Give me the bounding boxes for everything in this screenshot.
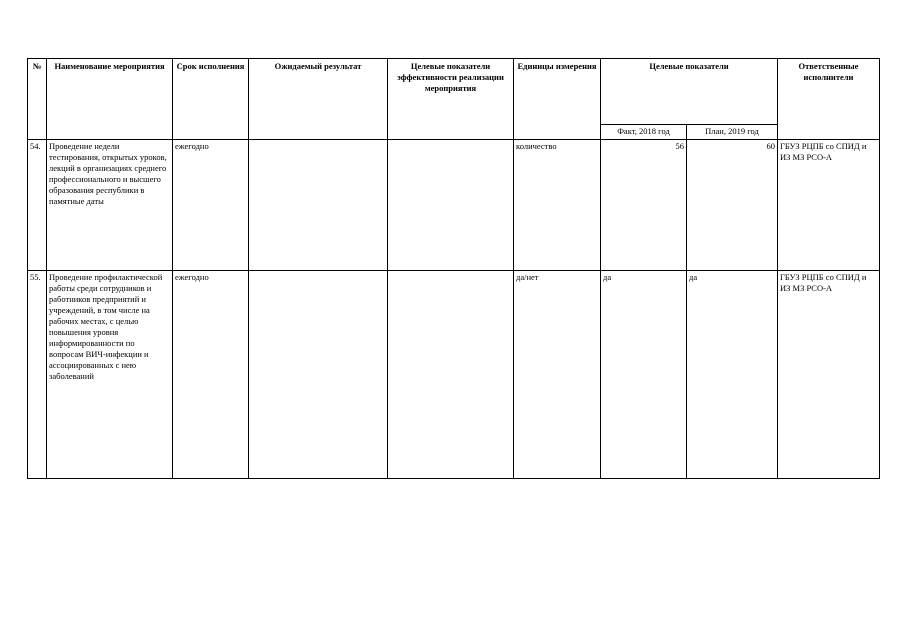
table-row [28, 140, 880, 271]
header-result: Ожидаемый результат [249, 59, 388, 140]
table-row [28, 271, 880, 479]
row-name: Проведение недели тестирования, открытых уроков, лекций в организациях среднего профессионального и высшего образования республики в памятные даты [47, 140, 173, 271]
row-result [249, 271, 388, 479]
header-responsible: Ответственные исполнители [778, 59, 880, 140]
header-term: Срок исполнения [173, 59, 249, 140]
row-indicators [388, 271, 514, 479]
header-plan: План, 2019 год [687, 125, 778, 140]
row-units: количество [514, 140, 601, 271]
header-fact: Факт, 2018 год [601, 125, 687, 140]
row-plan: да [687, 271, 778, 479]
row-num: 55. [28, 271, 47, 479]
header-name: Наименование мероприятия [47, 59, 173, 140]
row-name: Проведение профилактической работы среди сотрудников и работников предприятий и учреждений, в том числе на рабочих местах, с целью повышения уровня информированности по вопросам ВИЧ-инфекции и ассоциированных с нею заболеваний [47, 271, 173, 479]
row-fact: 56 [601, 140, 687, 271]
row-responsible: ГБУЗ РЦПБ со СПИД и ИЗ МЗ РСО-А [778, 271, 880, 479]
row-fact: да [601, 271, 687, 479]
header-indicators: Целевые показатели эффективности реализации мероприятия [388, 59, 514, 140]
row-plan: 60 [687, 140, 778, 271]
row-num: 54. [28, 140, 47, 271]
row-term: ежегодно [173, 271, 249, 479]
row-units: да/нет [514, 271, 601, 479]
header-target: Целевые показатели [601, 59, 778, 125]
row-result [249, 140, 388, 271]
row-indicators [388, 140, 514, 271]
row-responsible: ГБУЗ РЦПБ со СПИД и ИЗ МЗ РСО-А [778, 140, 880, 271]
header-units: Единицы измерения [514, 59, 601, 140]
header-num: № [28, 59, 47, 140]
measures-table [27, 58, 880, 479]
row-term: ежегодно [173, 140, 249, 271]
